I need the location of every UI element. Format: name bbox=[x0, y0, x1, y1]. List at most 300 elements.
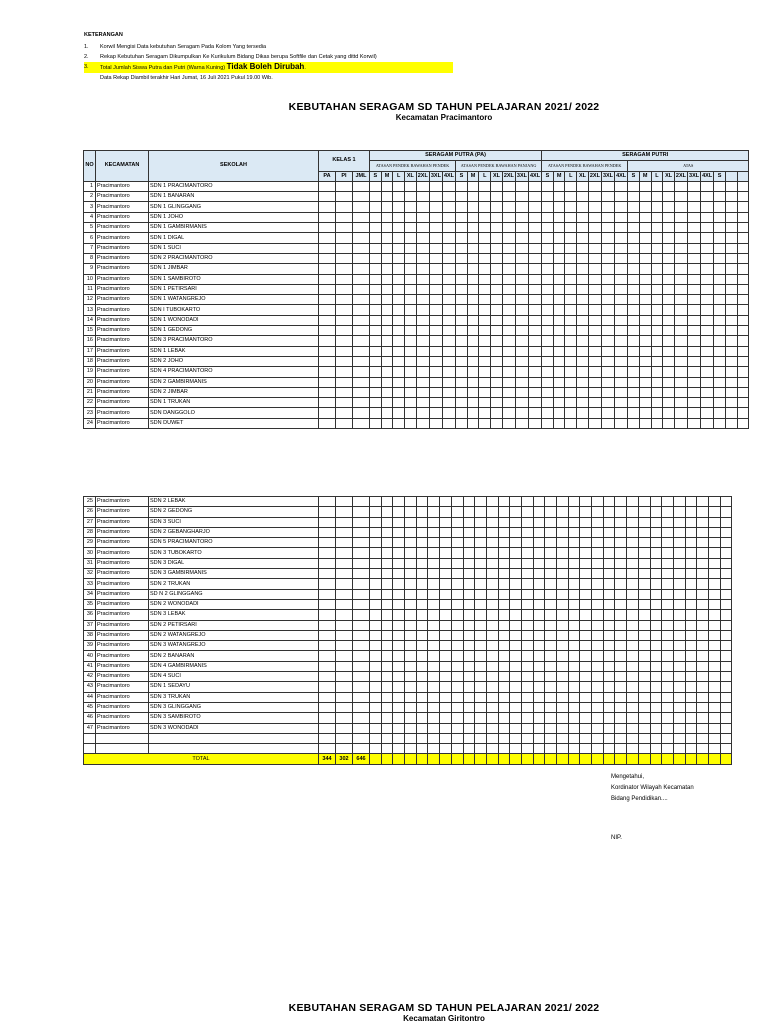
input-cell[interactable] bbox=[336, 346, 353, 356]
input-cell[interactable] bbox=[353, 610, 370, 620]
input-cell[interactable] bbox=[628, 233, 640, 243]
input-cell[interactable] bbox=[336, 408, 353, 418]
input-cell[interactable] bbox=[370, 336, 382, 346]
input-cell[interactable] bbox=[725, 305, 737, 315]
input-cell[interactable] bbox=[405, 223, 417, 233]
input-cell[interactable] bbox=[319, 398, 336, 408]
input-cell[interactable] bbox=[638, 579, 650, 589]
input-cell[interactable] bbox=[491, 253, 503, 263]
input-cell[interactable] bbox=[456, 387, 468, 397]
input-cell[interactable] bbox=[627, 538, 639, 548]
input-cell[interactable] bbox=[336, 223, 353, 233]
input-cell[interactable] bbox=[491, 356, 503, 366]
input-cell[interactable] bbox=[568, 723, 580, 733]
input-cell[interactable] bbox=[545, 651, 557, 661]
input-cell[interactable] bbox=[319, 692, 336, 702]
input-cell[interactable] bbox=[498, 538, 510, 548]
input-cell[interactable] bbox=[708, 630, 720, 640]
input-cell[interactable] bbox=[502, 243, 515, 253]
input-cell[interactable] bbox=[592, 599, 604, 609]
input-cell[interactable] bbox=[319, 315, 336, 325]
input-cell[interactable] bbox=[533, 672, 545, 682]
input-cell[interactable] bbox=[725, 356, 737, 366]
input-cell[interactable] bbox=[542, 336, 554, 346]
input-cell[interactable] bbox=[697, 713, 709, 723]
input-cell[interactable] bbox=[545, 702, 557, 712]
input-cell[interactable] bbox=[588, 356, 601, 366]
input-cell[interactable] bbox=[651, 346, 663, 356]
input-cell[interactable] bbox=[440, 589, 452, 599]
input-cell[interactable] bbox=[370, 192, 382, 202]
input-cell[interactable] bbox=[577, 223, 589, 233]
input-cell[interactable] bbox=[529, 223, 542, 233]
input-cell[interactable] bbox=[429, 418, 442, 428]
input-cell[interactable] bbox=[442, 233, 455, 243]
input-cell[interactable] bbox=[577, 212, 589, 222]
input-cell[interactable] bbox=[479, 192, 491, 202]
input-cell[interactable] bbox=[353, 548, 370, 558]
input-cell[interactable] bbox=[737, 387, 749, 397]
input-cell[interactable] bbox=[651, 192, 663, 202]
input-cell[interactable] bbox=[353, 346, 370, 356]
input-cell[interactable] bbox=[442, 212, 455, 222]
input-cell[interactable] bbox=[510, 610, 522, 620]
input-cell[interactable] bbox=[515, 398, 528, 408]
input-cell[interactable] bbox=[639, 408, 651, 418]
input-cell[interactable] bbox=[650, 538, 662, 548]
input-cell[interactable] bbox=[557, 599, 569, 609]
input-cell[interactable] bbox=[393, 284, 405, 294]
input-cell[interactable] bbox=[588, 336, 601, 346]
input-cell[interactable] bbox=[542, 233, 554, 243]
input-cell[interactable] bbox=[601, 356, 614, 366]
input-cell[interactable] bbox=[737, 356, 749, 366]
input-cell[interactable] bbox=[662, 641, 674, 651]
input-cell[interactable] bbox=[428, 692, 440, 702]
input-cell[interactable] bbox=[577, 305, 589, 315]
input-cell[interactable] bbox=[370, 507, 382, 517]
input-cell[interactable] bbox=[440, 517, 452, 527]
input-cell[interactable] bbox=[381, 387, 393, 397]
input-cell[interactable] bbox=[521, 517, 533, 527]
input-cell[interactable] bbox=[651, 284, 663, 294]
input-cell[interactable] bbox=[628, 367, 640, 377]
input-cell[interactable] bbox=[603, 620, 615, 630]
input-cell[interactable] bbox=[725, 346, 737, 356]
input-cell[interactable] bbox=[442, 243, 455, 253]
input-cell[interactable] bbox=[545, 620, 557, 630]
input-cell[interactable] bbox=[688, 356, 701, 366]
input-cell[interactable] bbox=[405, 744, 417, 754]
input-cell[interactable] bbox=[529, 326, 542, 336]
input-cell[interactable] bbox=[486, 682, 498, 692]
input-cell[interactable] bbox=[491, 264, 503, 274]
input-cell[interactable] bbox=[737, 305, 749, 315]
input-cell[interactable] bbox=[498, 651, 510, 661]
input-cell[interactable] bbox=[568, 599, 580, 609]
input-cell[interactable] bbox=[615, 682, 627, 692]
input-cell[interactable] bbox=[662, 527, 674, 537]
input-cell[interactable] bbox=[701, 377, 714, 387]
input-cell[interactable] bbox=[577, 336, 589, 346]
input-cell[interactable] bbox=[662, 713, 674, 723]
input-cell[interactable] bbox=[475, 497, 487, 507]
input-cell[interactable] bbox=[542, 377, 554, 387]
input-cell[interactable] bbox=[673, 651, 685, 661]
input-cell[interactable] bbox=[381, 326, 393, 336]
input-cell[interactable] bbox=[674, 326, 687, 336]
input-cell[interactable] bbox=[615, 192, 628, 202]
input-cell[interactable] bbox=[663, 274, 675, 284]
input-cell[interactable] bbox=[627, 733, 639, 743]
input-cell[interactable] bbox=[416, 295, 429, 305]
input-cell[interactable] bbox=[529, 418, 542, 428]
input-cell[interactable] bbox=[429, 181, 442, 191]
input-cell[interactable] bbox=[639, 264, 651, 274]
input-cell[interactable] bbox=[319, 733, 336, 743]
input-cell[interactable] bbox=[737, 181, 749, 191]
input-cell[interactable] bbox=[319, 713, 336, 723]
input-cell[interactable] bbox=[565, 398, 577, 408]
input-cell[interactable] bbox=[545, 723, 557, 733]
input-cell[interactable] bbox=[603, 497, 615, 507]
input-cell[interactable] bbox=[456, 398, 468, 408]
input-cell[interactable] bbox=[405, 682, 417, 692]
input-cell[interactable] bbox=[542, 326, 554, 336]
input-cell[interactable] bbox=[393, 326, 405, 336]
input-cell[interactable] bbox=[429, 274, 442, 284]
input-cell[interactable] bbox=[429, 315, 442, 325]
input-cell[interactable] bbox=[405, 548, 417, 558]
input-cell[interactable] bbox=[553, 418, 565, 428]
input-cell[interactable] bbox=[542, 398, 554, 408]
input-cell[interactable] bbox=[615, 284, 628, 294]
input-cell[interactable] bbox=[440, 692, 452, 702]
input-cell[interactable] bbox=[662, 702, 674, 712]
input-cell[interactable] bbox=[674, 387, 687, 397]
input-cell[interactable] bbox=[638, 723, 650, 733]
input-cell[interactable] bbox=[405, 692, 417, 702]
input-cell[interactable] bbox=[557, 569, 569, 579]
input-cell[interactable] bbox=[353, 713, 370, 723]
input-cell[interactable] bbox=[393, 744, 405, 754]
input-cell[interactable] bbox=[319, 356, 336, 366]
input-cell[interactable] bbox=[336, 326, 353, 336]
input-cell[interactable] bbox=[463, 630, 475, 640]
input-cell[interactable] bbox=[475, 692, 487, 702]
input-cell[interactable] bbox=[416, 548, 428, 558]
total-input-cell[interactable] bbox=[662, 754, 674, 764]
input-cell[interactable] bbox=[601, 243, 614, 253]
input-cell[interactable] bbox=[651, 212, 663, 222]
input-cell[interactable] bbox=[674, 192, 687, 202]
input-cell[interactable] bbox=[467, 418, 479, 428]
input-cell[interactable] bbox=[720, 651, 732, 661]
input-cell[interactable] bbox=[725, 223, 737, 233]
input-cell[interactable] bbox=[545, 558, 557, 568]
input-cell[interactable] bbox=[651, 202, 663, 212]
input-cell[interactable] bbox=[416, 356, 429, 366]
input-cell[interactable] bbox=[650, 661, 662, 671]
input-cell[interactable] bbox=[336, 651, 353, 661]
input-cell[interactable] bbox=[674, 356, 687, 366]
input-cell[interactable] bbox=[557, 682, 569, 692]
input-cell[interactable] bbox=[521, 497, 533, 507]
input-cell[interactable] bbox=[479, 387, 491, 397]
input-cell[interactable] bbox=[688, 346, 701, 356]
input-cell[interactable] bbox=[557, 661, 569, 671]
input-cell[interactable] bbox=[510, 672, 522, 682]
input-cell[interactable] bbox=[521, 672, 533, 682]
input-cell[interactable] bbox=[725, 253, 737, 263]
input-cell[interactable] bbox=[381, 599, 393, 609]
input-cell[interactable] bbox=[650, 548, 662, 558]
input-cell[interactable] bbox=[638, 702, 650, 712]
input-cell[interactable] bbox=[714, 192, 726, 202]
input-cell[interactable] bbox=[628, 346, 640, 356]
input-cell[interactable] bbox=[663, 243, 675, 253]
input-cell[interactable] bbox=[353, 356, 370, 366]
input-cell[interactable] bbox=[467, 346, 479, 356]
input-cell[interactable] bbox=[568, 497, 580, 507]
input-cell[interactable] bbox=[491, 408, 503, 418]
input-cell[interactable] bbox=[714, 367, 726, 377]
input-cell[interactable] bbox=[708, 620, 720, 630]
input-cell[interactable] bbox=[627, 517, 639, 527]
input-cell[interactable] bbox=[588, 223, 601, 233]
input-cell[interactable] bbox=[467, 367, 479, 377]
input-cell[interactable] bbox=[720, 517, 732, 527]
input-cell[interactable] bbox=[627, 599, 639, 609]
input-cell[interactable] bbox=[580, 651, 592, 661]
input-cell[interactable] bbox=[405, 212, 417, 222]
input-cell[interactable] bbox=[533, 744, 545, 754]
input-cell[interactable] bbox=[737, 223, 749, 233]
input-cell[interactable] bbox=[714, 253, 726, 263]
input-cell[interactable] bbox=[638, 558, 650, 568]
input-cell[interactable] bbox=[498, 641, 510, 651]
input-cell[interactable] bbox=[479, 233, 491, 243]
input-cell[interactable] bbox=[515, 336, 528, 346]
input-cell[interactable] bbox=[737, 212, 749, 222]
input-cell[interactable] bbox=[353, 661, 370, 671]
input-cell[interactable] bbox=[486, 702, 498, 712]
input-cell[interactable] bbox=[553, 253, 565, 263]
input-cell[interactable] bbox=[370, 744, 382, 754]
input-cell[interactable] bbox=[725, 336, 737, 346]
input-cell[interactable] bbox=[697, 507, 709, 517]
total-input-cell[interactable] bbox=[405, 754, 417, 764]
input-cell[interactable] bbox=[568, 702, 580, 712]
input-cell[interactable] bbox=[720, 507, 732, 517]
input-cell[interactable] bbox=[603, 517, 615, 527]
input-cell[interactable] bbox=[353, 620, 370, 630]
input-cell[interactable] bbox=[336, 497, 353, 507]
input-cell[interactable] bbox=[451, 599, 463, 609]
input-cell[interactable] bbox=[662, 723, 674, 733]
input-cell[interactable] bbox=[510, 733, 522, 743]
input-cell[interactable] bbox=[353, 702, 370, 712]
input-cell[interactable] bbox=[577, 202, 589, 212]
input-cell[interactable] bbox=[701, 356, 714, 366]
input-cell[interactable] bbox=[627, 569, 639, 579]
input-cell[interactable] bbox=[336, 641, 353, 651]
input-cell[interactable] bbox=[521, 599, 533, 609]
input-cell[interactable] bbox=[577, 398, 589, 408]
total-input-cell[interactable] bbox=[416, 754, 428, 764]
input-cell[interactable] bbox=[628, 253, 640, 263]
input-cell[interactable] bbox=[416, 408, 429, 418]
input-cell[interactable] bbox=[336, 233, 353, 243]
input-cell[interactable] bbox=[381, 398, 393, 408]
input-cell[interactable] bbox=[545, 569, 557, 579]
input-cell[interactable] bbox=[353, 630, 370, 640]
input-cell[interactable] bbox=[502, 233, 515, 243]
input-cell[interactable] bbox=[650, 733, 662, 743]
input-cell[interactable] bbox=[720, 599, 732, 609]
input-cell[interactable] bbox=[697, 620, 709, 630]
input-cell[interactable] bbox=[393, 253, 405, 263]
input-cell[interactable] bbox=[498, 558, 510, 568]
input-cell[interactable] bbox=[456, 418, 468, 428]
input-cell[interactable] bbox=[627, 723, 639, 733]
input-cell[interactable] bbox=[737, 346, 749, 356]
input-cell[interactable] bbox=[639, 356, 651, 366]
input-cell[interactable] bbox=[639, 233, 651, 243]
input-cell[interactable] bbox=[714, 223, 726, 233]
input-cell[interactable] bbox=[651, 264, 663, 274]
input-cell[interactable] bbox=[319, 212, 336, 222]
input-cell[interactable] bbox=[486, 599, 498, 609]
input-cell[interactable] bbox=[381, 610, 393, 620]
input-cell[interactable] bbox=[416, 202, 429, 212]
input-cell[interactable] bbox=[565, 387, 577, 397]
input-cell[interactable] bbox=[685, 497, 697, 507]
input-cell[interactable] bbox=[737, 408, 749, 418]
input-cell[interactable] bbox=[319, 387, 336, 397]
total-input-cell[interactable] bbox=[521, 754, 533, 764]
input-cell[interactable] bbox=[370, 713, 382, 723]
input-cell[interactable] bbox=[663, 192, 675, 202]
input-cell[interactable] bbox=[502, 253, 515, 263]
input-cell[interactable] bbox=[529, 346, 542, 356]
input-cell[interactable] bbox=[336, 264, 353, 274]
input-cell[interactable] bbox=[319, 274, 336, 284]
input-cell[interactable] bbox=[568, 569, 580, 579]
input-cell[interactable] bbox=[568, 558, 580, 568]
input-cell[interactable] bbox=[663, 408, 675, 418]
input-cell[interactable] bbox=[381, 377, 393, 387]
input-cell[interactable] bbox=[393, 569, 405, 579]
input-cell[interactable] bbox=[697, 579, 709, 589]
input-cell[interactable] bbox=[370, 651, 382, 661]
input-cell[interactable] bbox=[456, 367, 468, 377]
input-cell[interactable] bbox=[353, 733, 370, 743]
input-cell[interactable] bbox=[381, 181, 393, 191]
input-cell[interactable] bbox=[393, 408, 405, 418]
input-cell[interactable] bbox=[319, 651, 336, 661]
input-cell[interactable] bbox=[725, 233, 737, 243]
input-cell[interactable] bbox=[451, 507, 463, 517]
input-cell[interactable] bbox=[650, 630, 662, 640]
input-cell[interactable] bbox=[673, 723, 685, 733]
input-cell[interactable] bbox=[381, 672, 393, 682]
input-cell[interactable] bbox=[639, 418, 651, 428]
input-cell[interactable] bbox=[405, 517, 417, 527]
input-cell[interactable] bbox=[498, 713, 510, 723]
input-cell[interactable] bbox=[592, 558, 604, 568]
input-cell[interactable] bbox=[393, 702, 405, 712]
input-cell[interactable] bbox=[580, 527, 592, 537]
input-cell[interactable] bbox=[442, 223, 455, 233]
input-cell[interactable] bbox=[673, 579, 685, 589]
input-cell[interactable] bbox=[428, 558, 440, 568]
input-cell[interactable] bbox=[568, 579, 580, 589]
input-cell[interactable] bbox=[697, 527, 709, 537]
input-cell[interactable] bbox=[353, 377, 370, 387]
input-cell[interactable] bbox=[663, 346, 675, 356]
input-cell[interactable] bbox=[502, 264, 515, 274]
input-cell[interactable] bbox=[515, 315, 528, 325]
input-cell[interactable] bbox=[405, 233, 417, 243]
total-input-cell[interactable] bbox=[650, 754, 662, 764]
input-cell[interactable] bbox=[565, 295, 577, 305]
input-cell[interactable] bbox=[463, 651, 475, 661]
input-cell[interactable] bbox=[615, 377, 628, 387]
input-cell[interactable] bbox=[565, 233, 577, 243]
input-cell[interactable] bbox=[685, 527, 697, 537]
input-cell[interactable] bbox=[557, 548, 569, 558]
input-cell[interactable] bbox=[451, 548, 463, 558]
input-cell[interactable] bbox=[685, 692, 697, 702]
input-cell[interactable] bbox=[463, 661, 475, 671]
input-cell[interactable] bbox=[545, 548, 557, 558]
input-cell[interactable] bbox=[353, 181, 370, 191]
input-cell[interactable] bbox=[510, 702, 522, 712]
input-cell[interactable] bbox=[565, 326, 577, 336]
input-cell[interactable] bbox=[638, 548, 650, 558]
input-cell[interactable] bbox=[393, 346, 405, 356]
input-cell[interactable] bbox=[429, 202, 442, 212]
input-cell[interactable] bbox=[615, 692, 627, 702]
input-cell[interactable] bbox=[498, 661, 510, 671]
input-cell[interactable] bbox=[603, 558, 615, 568]
input-cell[interactable] bbox=[416, 641, 428, 651]
input-cell[interactable] bbox=[336, 418, 353, 428]
input-cell[interactable] bbox=[370, 661, 382, 671]
input-cell[interactable] bbox=[588, 274, 601, 284]
input-cell[interactable] bbox=[601, 202, 614, 212]
input-cell[interactable] bbox=[627, 672, 639, 682]
input-cell[interactable] bbox=[588, 346, 601, 356]
input-cell[interactable] bbox=[601, 223, 614, 233]
input-cell[interactable] bbox=[370, 274, 382, 284]
input-cell[interactable] bbox=[428, 733, 440, 743]
input-cell[interactable] bbox=[601, 233, 614, 243]
input-cell[interactable] bbox=[708, 569, 720, 579]
input-cell[interactable] bbox=[405, 723, 417, 733]
input-cell[interactable] bbox=[663, 223, 675, 233]
input-cell[interactable] bbox=[737, 315, 749, 325]
input-cell[interactable] bbox=[491, 192, 503, 202]
input-cell[interactable] bbox=[428, 610, 440, 620]
input-cell[interactable] bbox=[479, 274, 491, 284]
input-cell[interactable] bbox=[405, 661, 417, 671]
input-cell[interactable] bbox=[553, 295, 565, 305]
input-cell[interactable] bbox=[405, 367, 417, 377]
input-cell[interactable] bbox=[662, 558, 674, 568]
input-cell[interactable] bbox=[662, 672, 674, 682]
